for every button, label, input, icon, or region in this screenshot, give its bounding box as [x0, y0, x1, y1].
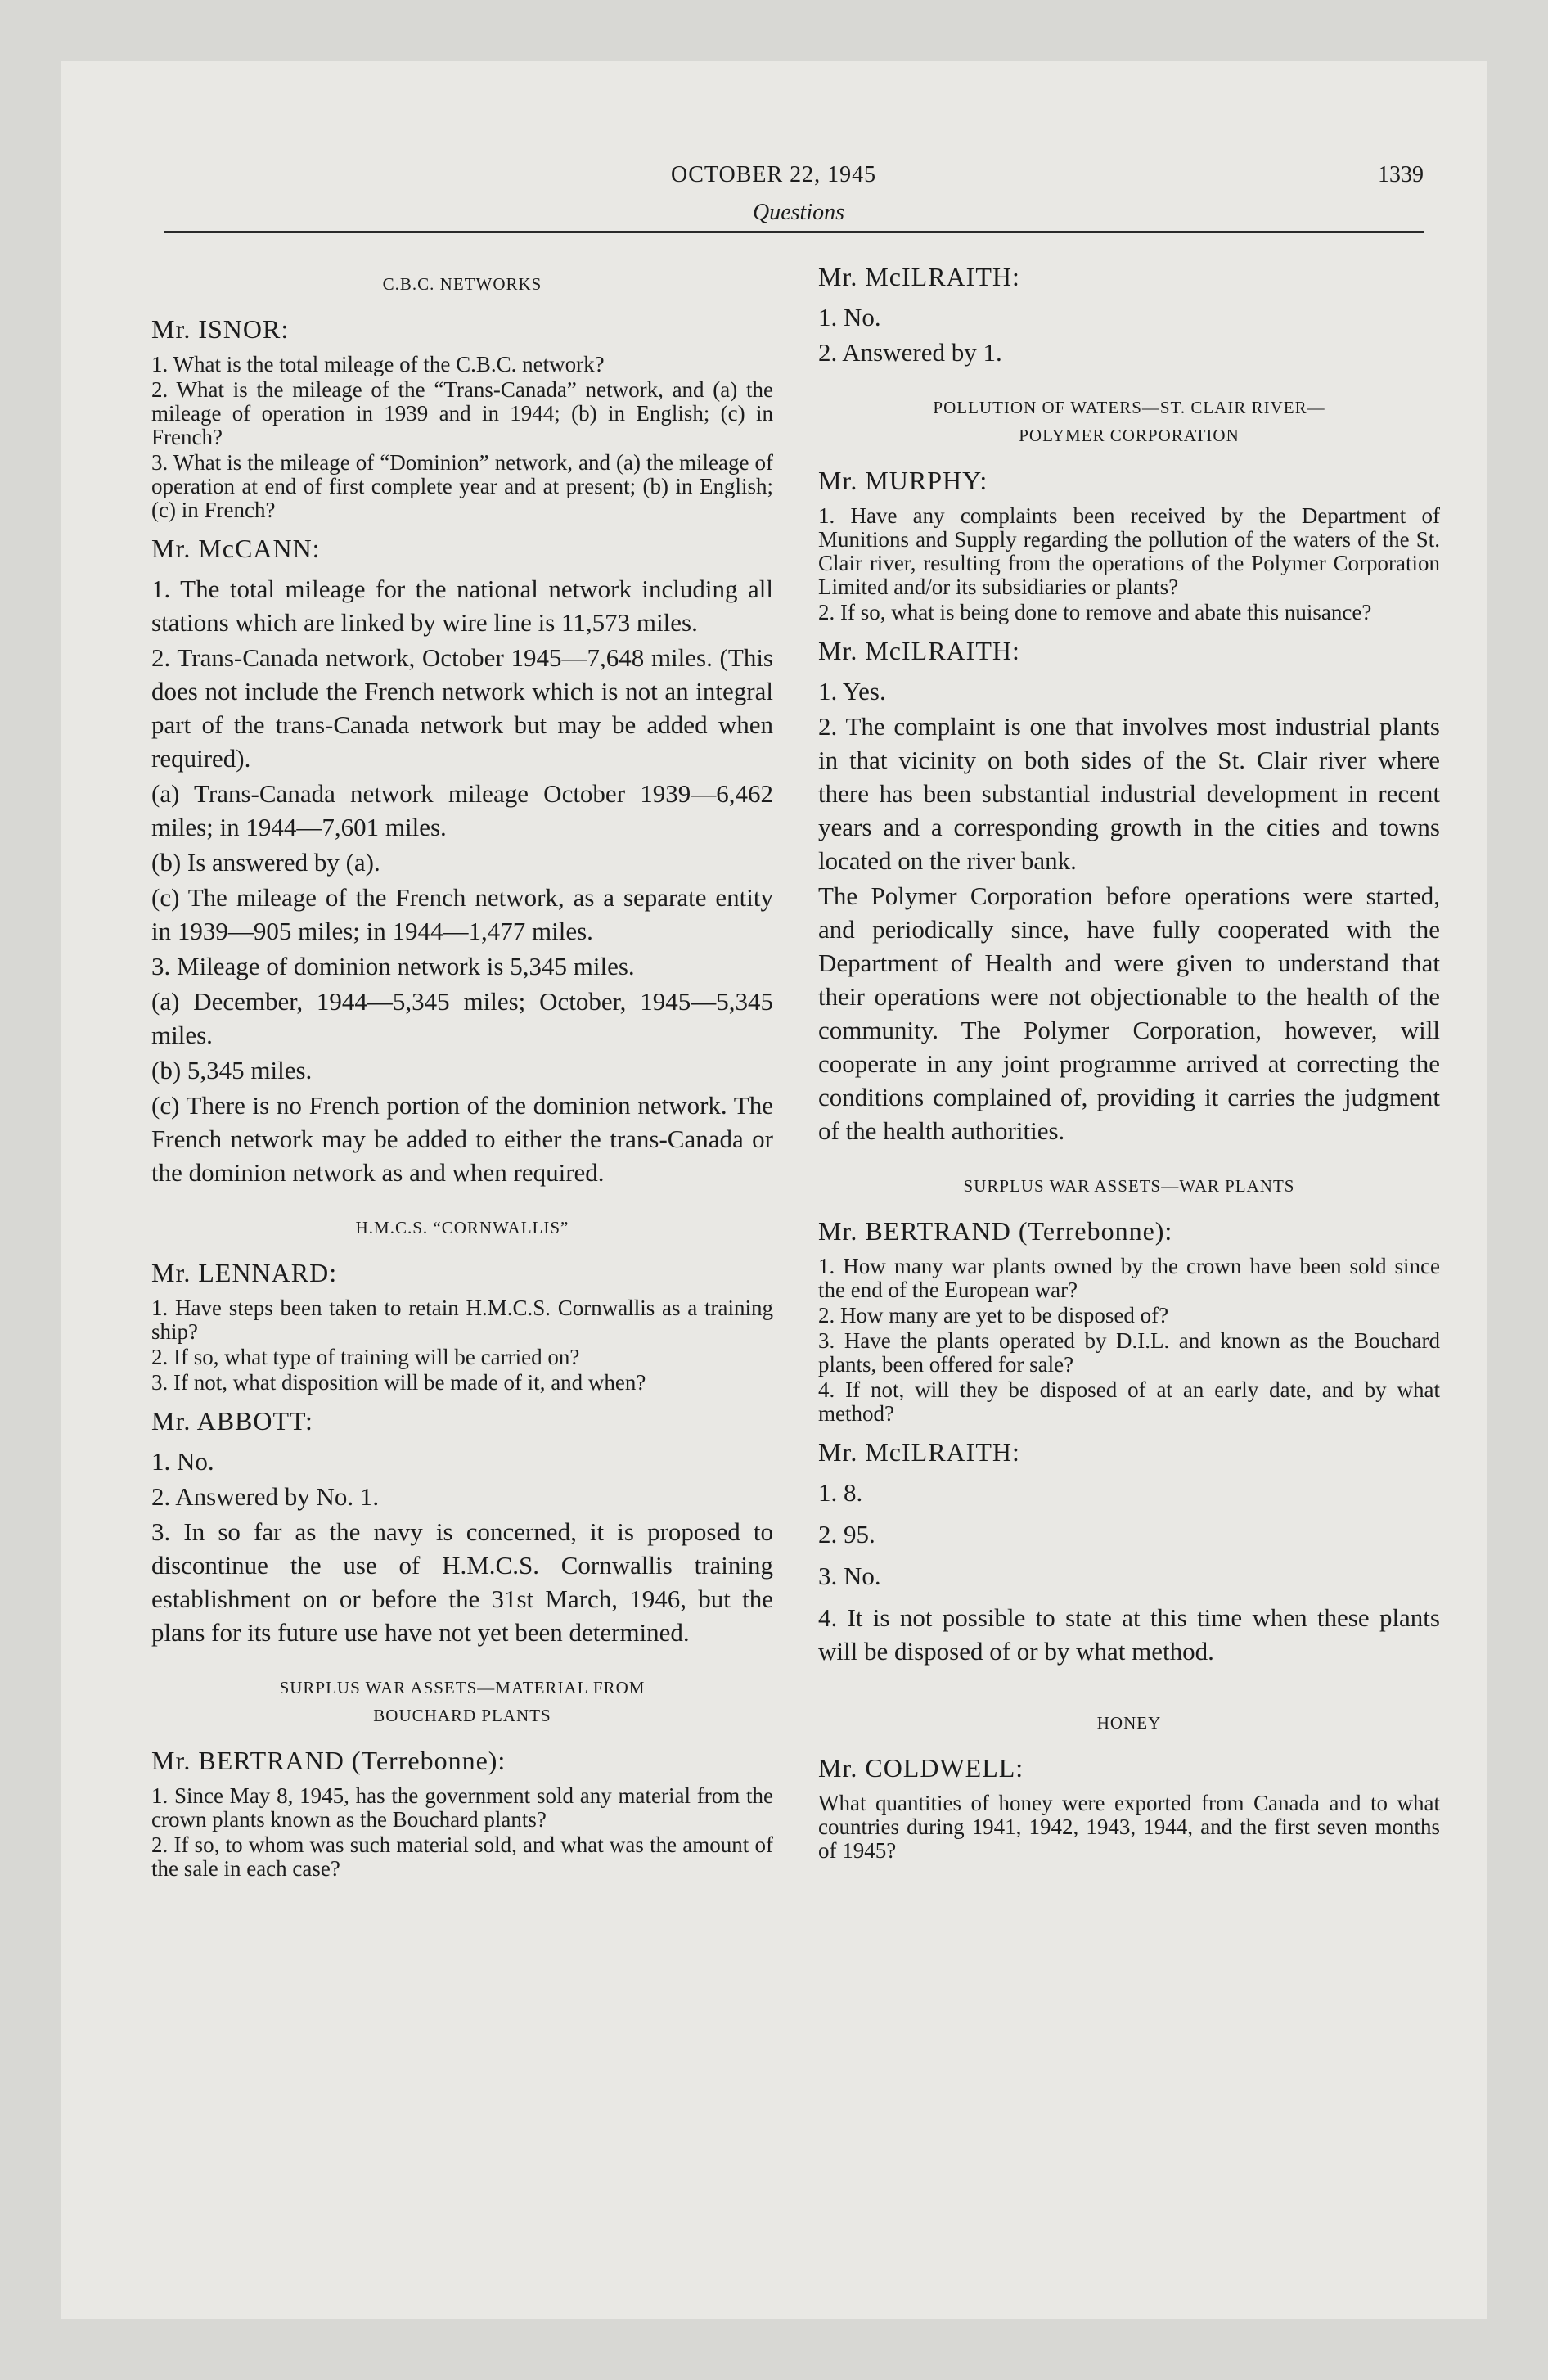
question: 1. Have any complaints been received by the Department of Munitions and Supply regarding the pollution of the waters of the St. Clair river, resulting from the operations of the Polymer Corporation Limited and/or its subsidiaries or plants?	[818, 503, 1440, 599]
question: 2. If so, to whom was such material sold, and what was the amount of the sale in each case?	[151, 1832, 773, 1881]
question: 2. If so, what type of training will be carried on?	[151, 1345, 580, 1369]
header-rule	[164, 231, 1424, 233]
speaker-name: Mr. McILRAITH:	[818, 636, 1020, 665]
section-heading: H.M.C.S. “CORNWALLIS”	[355, 1218, 569, 1237]
page-date: OCTOBER 22, 1945	[671, 162, 877, 187]
answer: 2. Trans-Canada network, October 1945—7,648 miles. (This does not include the French network which is not an integral part of the trans-Canada network but may be added when required).	[151, 643, 773, 773]
page-number: 1339	[1378, 162, 1424, 187]
section-heading-line: POLYMER CORPORATION	[1019, 426, 1240, 445]
question: 1. How many war plants owned by the crown have been sold since the end of the European war?	[818, 1254, 1440, 1302]
section-name: Questions	[753, 200, 844, 225]
speaker-name: Mr. ABBOTT:	[151, 1406, 313, 1436]
answer: 3. No.	[818, 1562, 881, 1590]
question: 3. If not, what disposition will be made of it, and when?	[151, 1370, 646, 1395]
section-heading-line: BOUCHARD PLANTS	[373, 1706, 551, 1725]
answer: 2. Answered by 1.	[818, 338, 1002, 367]
question: 1. Since May 8, 1945, has the government sold any material from the crown plants known as the Bouchard plants?	[151, 1783, 773, 1832]
speaker-name: Mr. LENNARD:	[151, 1258, 338, 1287]
speaker-name: Mr. McILRAITH:	[818, 1437, 1020, 1467]
speaker-name: Mr. MURPHY:	[818, 466, 988, 495]
left-column	[151, 260, 773, 1882]
answer: 2. The complaint is one that involves most industrial plants in that vicinity on both sides of the St. Clair river where there has been substantial industrial development in recent years and a corresponding growth in the cities and towns located on the river bank.	[818, 712, 1440, 875]
question: 3. What is the mileage of “Dominion” network, and (a) the mileage of operation at end of first complete year and at present; (b) in English; (c) in French?	[151, 450, 773, 522]
answer: 2. Answered by No. 1.	[151, 1482, 380, 1511]
section-heading-line: SURPLUS WAR ASSETS—MATERIAL FROM	[279, 1678, 646, 1697]
question: 1. What is the total mileage of the C.B.C. network?	[151, 352, 605, 376]
section-heading	[818, 394, 1440, 449]
answer: 1. The total mileage for the national network including all stations which are linked by wire line is 11,573 miles.	[151, 575, 773, 637]
answer: (c) There is no French portion of the dominion network. The French network may be added to either the trans-Canada or the dominion network as and when required.	[151, 1091, 773, 1187]
answer: 3. Mileage of dominion network is 5,345 miles.	[151, 952, 635, 980]
right-column	[818, 260, 1440, 1864]
answer: 4. It is not possible to state at this time when these plants will be disposed of or by what method.	[818, 1603, 1440, 1666]
section-heading: SURPLUS WAR ASSETS—WAR PLANTS	[963, 1176, 1295, 1196]
speaker-name: Mr. McCANN:	[151, 534, 321, 563]
speaker-name: Mr. COLDWELL:	[818, 1753, 1024, 1783]
answer: (b) Is answered by (a).	[151, 848, 380, 877]
answer: (b) 5,345 miles.	[151, 1056, 313, 1084]
answer: 1. No.	[151, 1447, 214, 1476]
answer: 1. 8.	[818, 1478, 863, 1507]
section-heading: C.B.C. NETWORKS	[382, 274, 542, 294]
speaker-name: Mr. BERTRAND (Terrebonne):	[151, 1746, 506, 1775]
answer: The Polymer Corporation before operations were started, and periodically since, have fully cooperated with the Department of Health and were given to understand that their operations were not objectionable to the health of the community. The Polymer Corporation, however, will cooperate in any joint programme arrived at correcting the conditions complained of, providing it carries the judgment of the health authorities.	[818, 881, 1440, 1145]
question: 2. How many are yet to be disposed of?	[818, 1303, 1169, 1327]
answer: (a) December, 1944—5,345 miles; October, 1945—5,345 miles.	[151, 987, 773, 1049]
speaker-name: Mr. McILRAITH:	[818, 262, 1020, 291]
question: 3. Have the plants operated by D.I.L. and known as the Bouchard plants, been offered for sale?	[818, 1328, 1440, 1377]
section-heading-line: POLLUTION OF WATERS—ST. CLAIR RIVER—	[933, 398, 1325, 417]
answer: 1. No.	[818, 303, 881, 331]
question: 4. If not, will they be disposed of at an early date, and by what method?	[818, 1377, 1440, 1426]
answer: 3. In so far as the navy is concerned, it is proposed to discontinue the use of H.M.C.S. Cornwallis training establishment on or before the 31st March, 1946, but the plans for its future use have not yet been determined.	[151, 1517, 773, 1647]
speaker-name: Mr. BERTRAND (Terrebonne):	[818, 1216, 1173, 1246]
section-heading: HONEY	[1096, 1713, 1162, 1733]
question: 2. If so, what is being done to remove and abate this nuisance?	[818, 600, 1372, 624]
question: 2. What is the mileage of the “Trans-Canada” network, and (a) the mileage of operation in 1939 and in 1944; (b) in English; (c) in French?	[151, 377, 773, 449]
answer: (a) Trans-Canada network mileage October 1939—6,462 miles; in 1944—7,601 miles.	[151, 779, 773, 841]
page-header	[164, 162, 1424, 232]
section-heading	[151, 1674, 773, 1729]
answer: 1. Yes.	[818, 677, 886, 705]
answer: (c) The mileage of the French network, as a separate entity in 1939—905 miles; in 1944—1,477 miles.	[151, 883, 773, 945]
question: 1. Have steps been taken to retain H.M.C.S. Cornwallis as a training ship?	[151, 1296, 773, 1344]
question: What quantities of honey were exported from Canada and to what countries during 1941, 1942, 1943, 1944, and the first seven months of 1945?	[818, 1791, 1440, 1863]
answer: 2. 95.	[818, 1520, 875, 1548]
speaker-name: Mr. ISNOR:	[151, 314, 290, 344]
